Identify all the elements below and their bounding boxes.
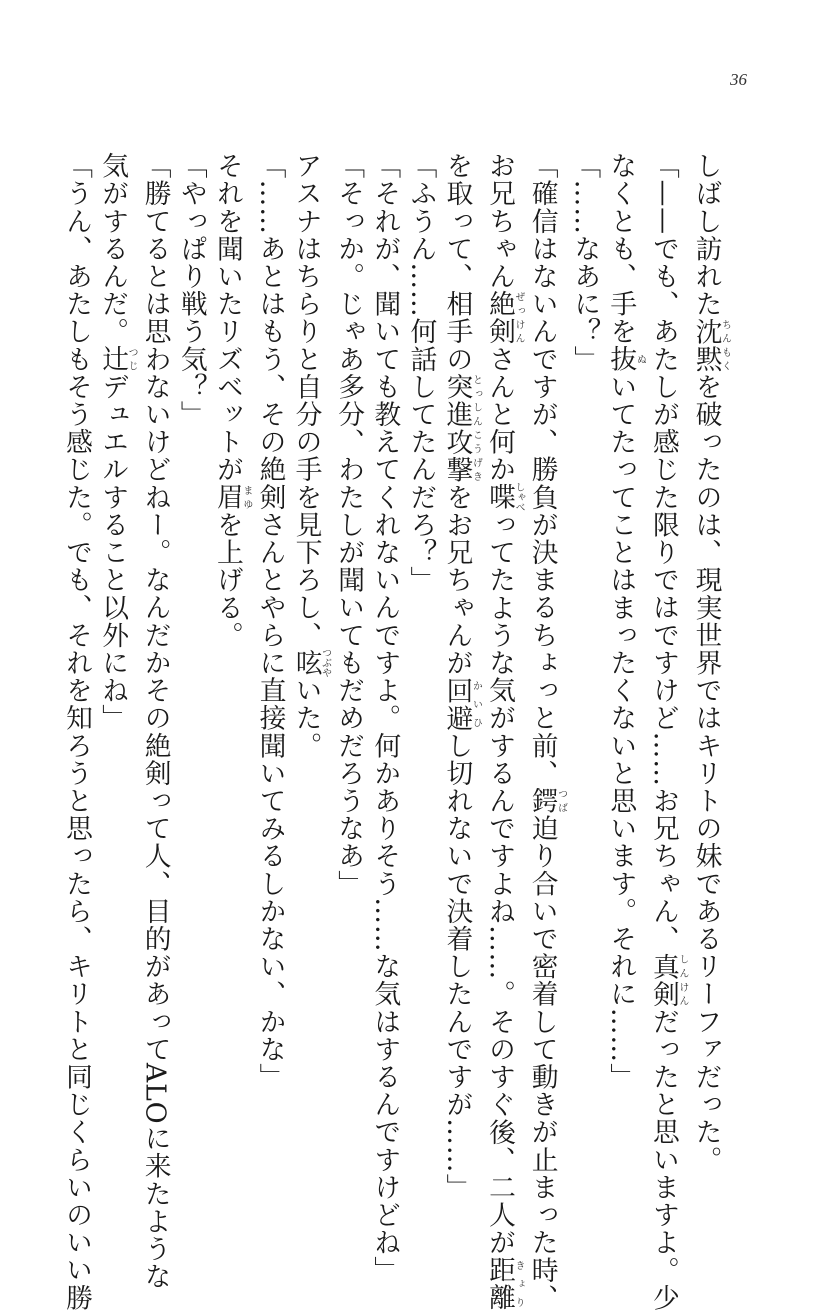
text-segment: 「——でも、あたしが感じた限りではですけど……お兄ちゃん、 bbox=[647, 152, 679, 953]
furigana-word bbox=[690, 317, 731, 373]
text-segment: 「勝てるとは思わないけどねー。なんだかその絶剣って人、目的があってALOに来たような bbox=[139, 152, 171, 1291]
furigana-reading: きょり bbox=[513, 1256, 525, 1311]
text-line bbox=[287, 152, 330, 1137]
text-segment: なくとも、手を bbox=[605, 152, 637, 346]
furigana-word bbox=[526, 786, 567, 815]
furigana-word bbox=[290, 647, 331, 678]
text-segment: 「そっか。じゃあ多分、わたしが聞いてもだめだろうなあ」 bbox=[333, 152, 365, 898]
text-segment: 「やっぱり戦う気？」 bbox=[175, 152, 207, 429]
furigana-word bbox=[441, 372, 482, 484]
text-segment: 「……なあに？」 bbox=[569, 152, 601, 373]
furigana-base: 沈黙 bbox=[690, 317, 722, 373]
text-line bbox=[173, 152, 209, 1137]
furigana-word bbox=[484, 482, 525, 513]
text-segment: 「確信はないんですが、勝負が決まるちょっと前、 bbox=[526, 152, 558, 787]
furigana-word bbox=[441, 676, 482, 732]
furigana-reading: つぶや bbox=[319, 647, 331, 678]
furigana-reading: かいひ bbox=[470, 676, 482, 732]
text-line bbox=[137, 152, 173, 1291]
furigana-word bbox=[484, 1256, 525, 1311]
text-segment: 「……あとはもう、その絶剣さんとやらに直接聞いてみるしかない、かな」 bbox=[254, 152, 286, 1091]
text-line bbox=[366, 152, 402, 1284]
text-segment: を上げる。 bbox=[211, 510, 243, 649]
text-segment: 迫り合いで密着して動きが止まった時、 bbox=[526, 814, 558, 1311]
furigana-base: 喋 bbox=[484, 482, 516, 513]
text-line bbox=[58, 152, 94, 1311]
text-segment: いてたってことはまったくないと思います。それに……」 bbox=[605, 372, 637, 1091]
novel-text-block bbox=[61, 152, 731, 1311]
text-line bbox=[94, 152, 137, 1137]
text-line bbox=[645, 152, 688, 1311]
text-segment: ってたような気がするんですよね……。そのすぐ後、二人が bbox=[484, 510, 516, 1257]
text-line bbox=[481, 152, 525, 1311]
text-line bbox=[209, 152, 252, 1137]
furigana-base: 呟 bbox=[290, 647, 322, 678]
text-line bbox=[524, 152, 567, 1311]
furigana-base: 眉 bbox=[211, 483, 243, 511]
text-segment: を破ったのは、現実世界ではキリトの妹であるリーファだった。 bbox=[690, 372, 722, 1174]
text-line bbox=[438, 152, 482, 1201]
furigana-reading: とっしんこうげき bbox=[470, 372, 482, 484]
text-segment: だったと思いますよ。少 bbox=[647, 1007, 679, 1311]
furigana-reading: しゃべ bbox=[513, 482, 525, 513]
text-segment: し切れないで決着したんですが……」 bbox=[441, 731, 473, 1201]
text-segment: しばし訪れた bbox=[690, 152, 722, 318]
text-segment: アスナはちらりと自分の手を見下ろし、 bbox=[290, 152, 322, 649]
furigana-base: 距離 bbox=[484, 1256, 516, 1311]
furigana-base: 鍔 bbox=[526, 786, 558, 815]
text-line bbox=[251, 152, 287, 1137]
furigana-base: 辻 bbox=[97, 345, 129, 373]
text-line bbox=[687, 152, 731, 1174]
furigana-word bbox=[97, 345, 138, 373]
text-segment: デュエルすること以外にね」 bbox=[97, 372, 129, 732]
text-line bbox=[330, 152, 366, 1137]
page-number: 36 bbox=[730, 70, 747, 89]
furigana-reading: しんけん bbox=[676, 952, 688, 1008]
text-segment: お兄ちゃん bbox=[484, 152, 516, 291]
text-segment: それを聞いたリズベットが bbox=[211, 152, 243, 484]
furigana-base: 絶剣 bbox=[484, 290, 516, 346]
furigana-word bbox=[647, 952, 688, 1008]
text-segment: 気がするんだ。 bbox=[97, 152, 129, 346]
text-segment: を取って、相手の bbox=[441, 152, 473, 373]
furigana-reading: つば bbox=[555, 786, 567, 815]
furigana-reading: つじ bbox=[126, 345, 138, 373]
text-segment: いた。 bbox=[290, 676, 322, 760]
text-line bbox=[602, 152, 645, 1137]
furigana-base: 抜 bbox=[605, 345, 637, 373]
text-segment: 「それが、聞いても教えてくれないんですよ。何かありそう……な気はするんですけどね」 bbox=[369, 152, 401, 1284]
text-segment: 「ふうん……何話してたんだろ？」 bbox=[405, 152, 437, 594]
furigana-reading: まゆ bbox=[240, 483, 252, 511]
furigana-word bbox=[484, 290, 525, 346]
furigana-base: 回避 bbox=[441, 676, 473, 732]
text-segment: をお兄ちゃんが bbox=[441, 483, 473, 677]
furigana-word bbox=[211, 483, 252, 511]
furigana-word bbox=[605, 345, 646, 373]
text-line bbox=[402, 152, 438, 1137]
furigana-reading: ぜっけん bbox=[513, 290, 525, 346]
furigana-base: 真剣 bbox=[647, 952, 679, 1008]
text-segment: 「うん、あたしもそう感じた。でも、それを知ろうと思ったら、キリトと同じくらいのいい勝 bbox=[61, 152, 92, 1311]
furigana-reading: ぬ bbox=[634, 345, 646, 373]
furigana-reading: ちんもく bbox=[719, 317, 731, 373]
furigana-base: 突進攻撃 bbox=[441, 372, 473, 484]
text-segment: さんと何か bbox=[484, 345, 516, 484]
text-line bbox=[566, 152, 602, 1137]
